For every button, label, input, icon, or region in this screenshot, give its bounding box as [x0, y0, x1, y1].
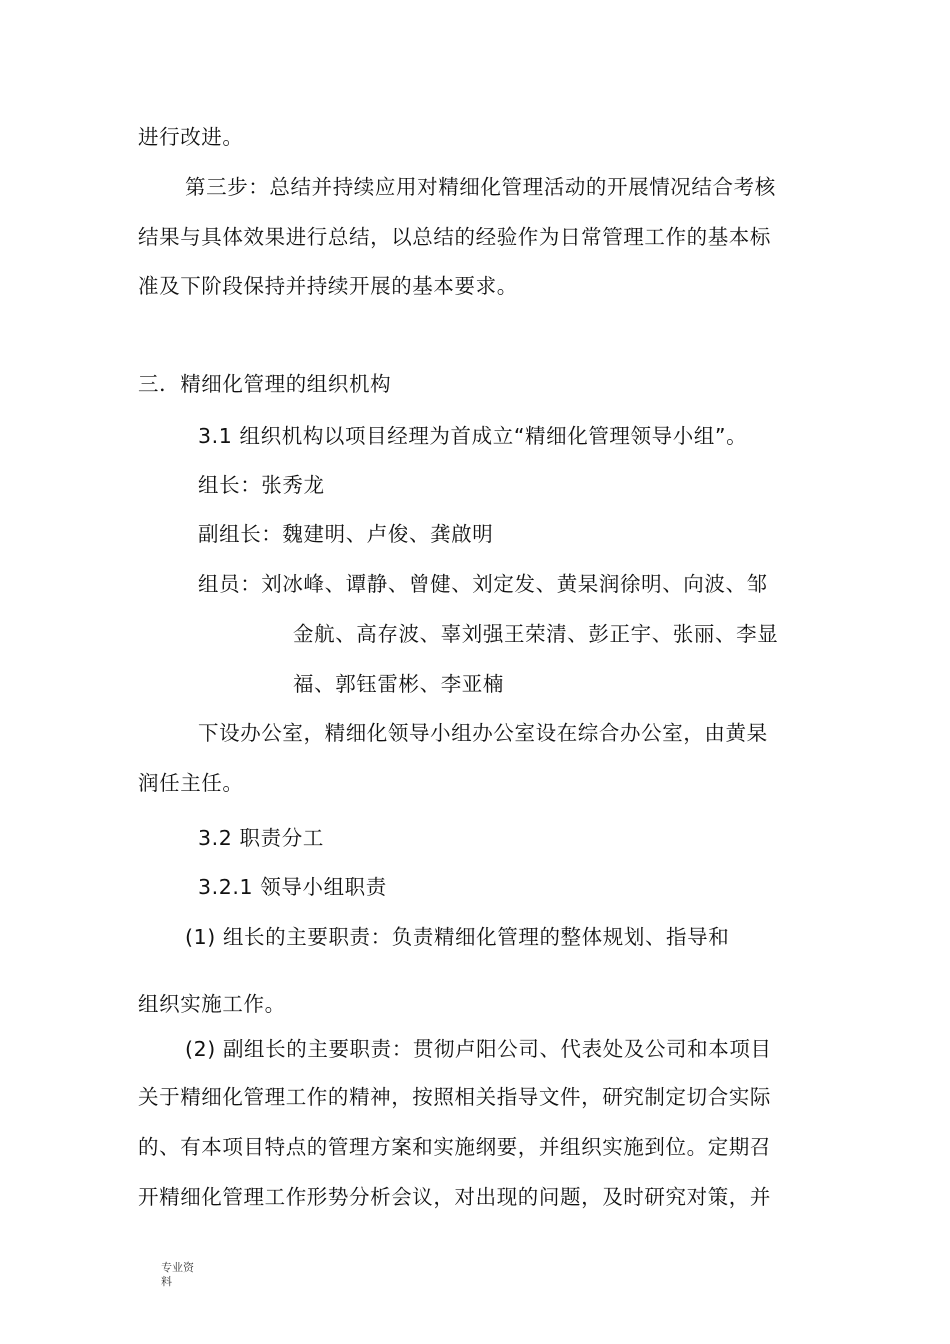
paragraph-line: (1) 组长的主要职责：负责精细化管理的整体规划、指导和	[185, 925, 730, 949]
paragraph-line: 润任主任。	[138, 771, 244, 795]
page-footer	[161, 1261, 194, 1289]
subsection-heading: 3.2 职责分工	[198, 826, 324, 850]
paragraph-line: 金航、高存波、辜刘强王荣清、彭正宇、张丽、李显	[293, 622, 779, 646]
paragraph-line: 下设办公室，精细化领导小组办公室设在综合办公室，由黄杲	[198, 721, 768, 745]
paragraph-line: 的、有本项目特点的管理方案和实施纲要，并组织实施到位。定期召	[138, 1135, 771, 1159]
paragraph-line: 结果与具体效果进行总结，以总结的经验作为日常管理工作的基本标	[138, 225, 771, 249]
paragraph-line: 副组长：魏建明、卢俊、龚啟明	[198, 522, 494, 546]
paragraph-line: 进行改进。	[138, 125, 244, 149]
paragraph-line: 组员：刘冰峰、谭静、曾健、刘定发、黄杲润徐明、向波、邹	[198, 572, 768, 596]
paragraph-line: 开精细化管理工作形势分析会议，对出现的问题，及时研究对策，并	[138, 1185, 771, 1209]
paragraph-line: 组织实施工作。	[138, 992, 286, 1016]
paragraph-line: 组长：张秀龙	[198, 473, 325, 497]
section-heading: 三．精细化管理的组织机构	[138, 372, 392, 396]
paragraph-line: 关于精细化管理工作的精神，按照相关指导文件，研究制定切合实际	[138, 1085, 771, 1109]
paragraph-line: 福、郭钰雷彬、李亚楠	[293, 672, 504, 696]
footer-text: 专业资	[161, 1261, 194, 1274]
footer-text: 料	[161, 1275, 172, 1288]
paragraph-line: (2) 副组长的主要职责：贯彻卢阳公司、代表处及公司和本项目	[185, 1037, 772, 1061]
paragraph-line: 准及下阶段保持并持续开展的基本要求。	[138, 274, 518, 298]
paragraph-line: 3.1 组织机构以项目经理为首成立“精细化管理领导小组”。	[198, 424, 748, 448]
paragraph-line: 第三步：总结并持续应用对精细化管理活动的开展情况结合考核	[185, 175, 776, 199]
subsection-heading: 3.2.1 领导小组职责	[198, 875, 387, 899]
